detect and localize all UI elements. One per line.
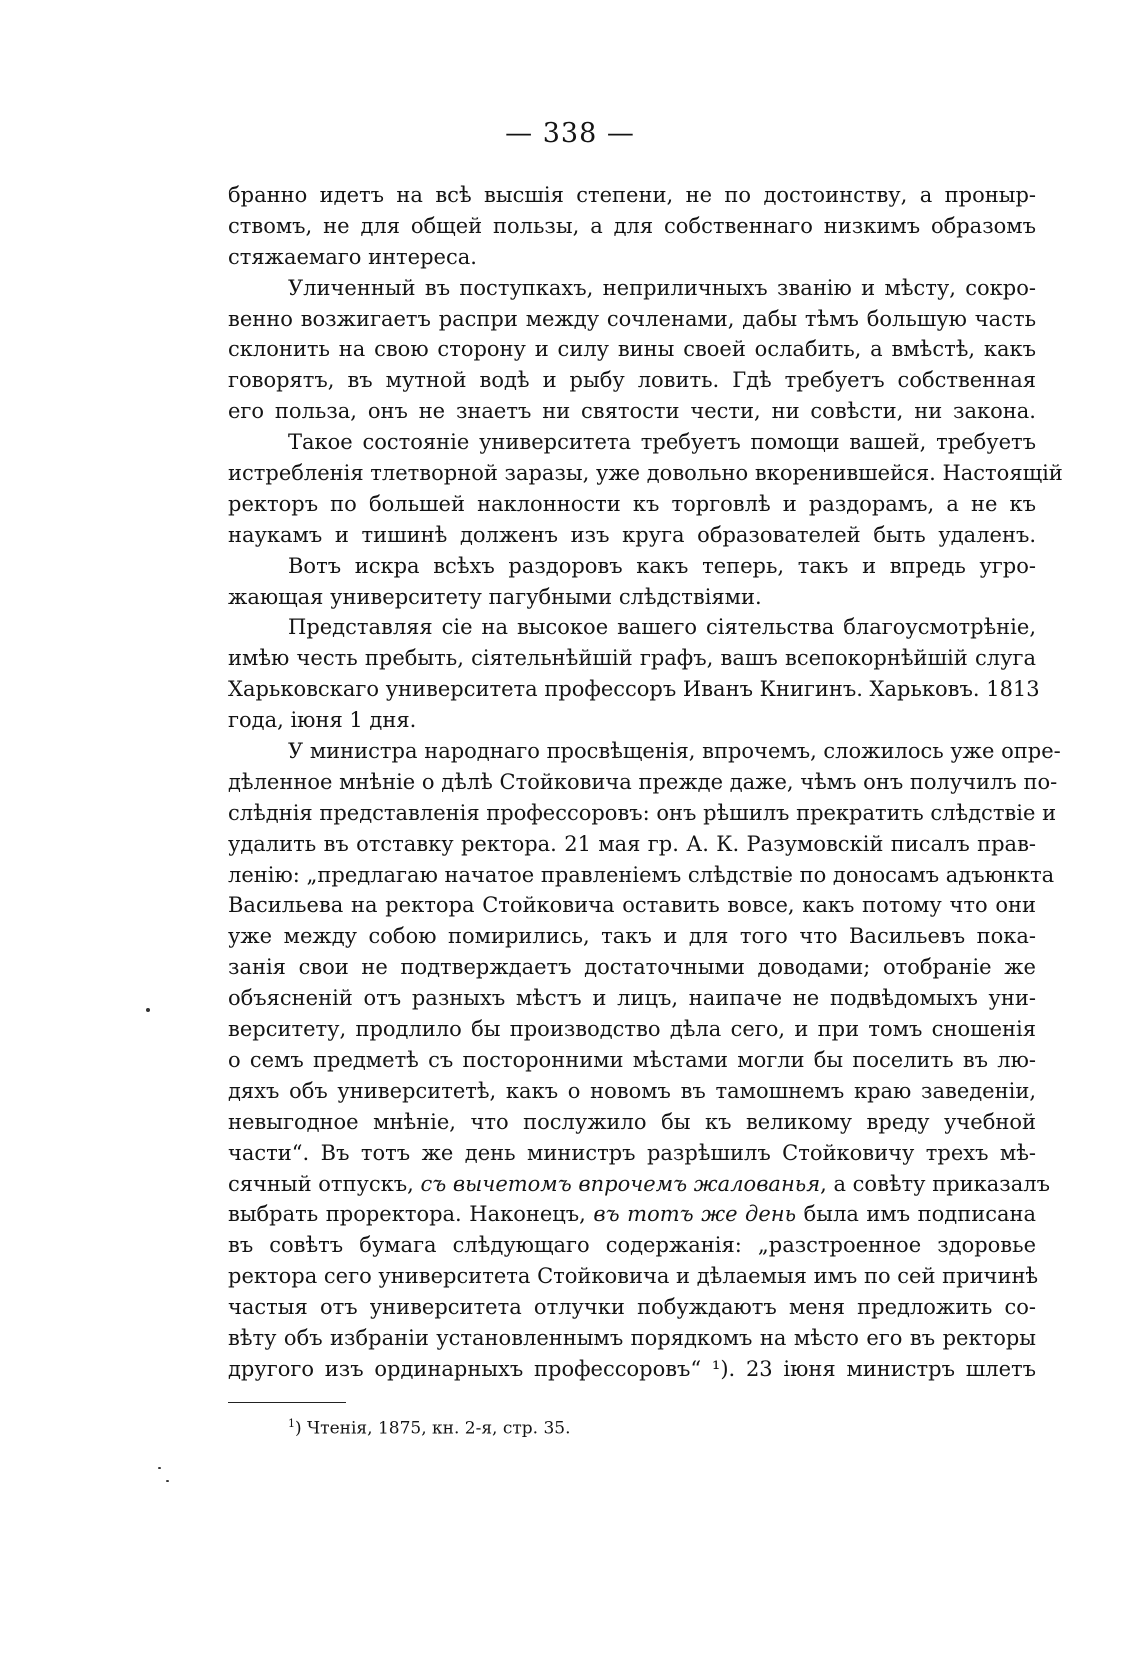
text-line xyxy=(228,1169,1050,1200)
footnote xyxy=(288,1412,571,1441)
text-line: истребленія тлетворной заразы, уже довольно вкоренившейся. Настоящій xyxy=(228,461,1063,486)
text-line: бранно идетъ на всѣ высшія степени, не по достоинству, а проныр- xyxy=(228,183,1036,207)
text-line: наукамъ и тишинѣ долженъ изъ круга образователей быть удаленъ. xyxy=(228,522,1036,547)
text-line: Представляя сіе на высокое вашего сіятельства благоусмотрѣніе, xyxy=(288,615,1036,640)
text-line: ствомъ, не для общей пользы, а для собственнаго низкимъ образомъ xyxy=(228,213,1036,238)
text-line: вѣту объ избраніи установленнымъ порядкомъ на мѣсто его въ ректоры xyxy=(228,1325,1036,1350)
italic-text-run: съ вычетомъ впрочемъ жалованья xyxy=(420,1171,821,1196)
text-line: его польза, онъ не знаетъ ни святости чести, ни совѣсти, ни закона. xyxy=(228,399,1036,424)
text-run: была имъ подписана xyxy=(796,1202,1036,1227)
italic-text-run: въ тотъ же день xyxy=(593,1202,797,1227)
text-line: части“. Въ тотъ же день министръ разрѣшилъ Стойковичу трехъ мѣ- xyxy=(228,1140,1036,1165)
text-line: невыгодное мнѣніе, что послужило бы къ великому вреду учебной xyxy=(228,1109,1036,1134)
text-line: ректоръ по большей наклонности къ торговлѣ и раздорамъ, а не къ xyxy=(228,491,1036,516)
text-line: имѣю честь пребыть, сіятельнѣйшій графъ, вашъ всепокорнѣйшій слуга xyxy=(228,646,1036,671)
text-line: стяжаемаго интереса. xyxy=(228,244,477,269)
text-line: удалить въ отставку ректора. 21 мая гр. А. К. Разумовскій писалъ прав- xyxy=(228,831,1036,856)
text-line: венно возжигаетъ распри между сочленами, дабы тѣмъ большую часть xyxy=(228,306,1036,331)
text-line: въ совѣтъ бумага слѣдующаго содержанія: „разстроенное здоровье xyxy=(228,1233,1036,1258)
footnote-text: ) Чтенія, 1875, кн. 2-я, стр. 35. xyxy=(295,1418,571,1439)
text-line: года, іюня 1 дня. xyxy=(228,708,417,733)
page-number: — 338 — xyxy=(505,118,635,149)
text-line xyxy=(228,1199,1036,1230)
text-line: частыя отъ университета отлучки побуждаютъ меня предложить со- xyxy=(228,1295,1036,1320)
text-line: дяхъ объ университетѣ, какъ о новомъ въ тамошнемъ краю заведеніи, xyxy=(228,1078,1036,1103)
text-line: Такое состояніе университета требуетъ помощи вашей, требуетъ xyxy=(288,430,1036,455)
text-line: ленію: „предлагаю начатое правленіемъ слѣдствіе по доносамъ адъюнкта xyxy=(228,862,1055,887)
text-line: дѣленное мнѣніе о дѣлѣ Стойковича прежде даже, чѣмъ онъ получилъ по- xyxy=(228,769,1058,794)
text-line: объясненій отъ разныхъ мѣстъ и лицъ, наипаче не подвѣдомыхъ уни- xyxy=(228,986,1036,1011)
text-line: Васильева на ректора Стойковича оставить вовсе, какъ потому что они xyxy=(228,893,1036,918)
body-text xyxy=(228,180,1063,1385)
text-line: другого изъ ординарныхъ профессоровъ“ ¹). 23 іюня министръ шлетъ xyxy=(228,1356,1036,1381)
footnote-divider xyxy=(228,1402,346,1403)
text-line: У министра народнаго просвѣщенія, впрочемъ, сложилось уже опре- xyxy=(288,739,1061,764)
text-line: слѣднія представленія профессоровъ: онъ рѣшилъ прекратить слѣдствіе и xyxy=(228,800,1057,825)
scan-speck xyxy=(166,1480,169,1482)
footnote-marker: 1 xyxy=(288,1417,295,1430)
text-run: сячный отпускъ, xyxy=(228,1171,421,1196)
text-line: верситету, продлило бы производство дѣла сего, и при томъ сношенія xyxy=(228,1017,1036,1042)
text-line: Уличенный въ поступкахъ, неприличныхъ званію и мѣсту, сокро- xyxy=(288,275,1036,300)
text-line: склонить на свою сторону и силу вины своей ослабить, а вмѣстѣ, какъ xyxy=(228,337,1036,362)
text-line: занія свои не подтверждаетъ достаточными доводами; отобраніе же xyxy=(228,955,1036,980)
scan-speck xyxy=(146,1008,150,1012)
text-run: выбрать проректора. Наконецъ, xyxy=(228,1202,594,1227)
scan-speck xyxy=(158,1467,161,1469)
text-line: Харьковскаго университета профессоръ Иванъ Книгинъ. Харьковъ. 1813 xyxy=(228,677,1040,702)
text-line: уже между собою помирились, такъ и для того что Васильевъ пока- xyxy=(228,924,1036,949)
text-line: говорятъ, въ мутной водѣ и рыбу ловить. Гдѣ требуетъ собственная xyxy=(228,368,1036,393)
text-line: Вотъ искра всѣхъ раздоровъ какъ теперь, такъ и впредь угро- xyxy=(288,553,1036,578)
text-run: , а совѣту приказалъ xyxy=(820,1171,1050,1196)
text-line: о семъ предметѣ съ посторонними мѣстами могли бы поселить въ лю- xyxy=(228,1047,1036,1072)
text-line: жающая университету пагубными слѣдствіями. xyxy=(228,584,762,609)
text-line: ректора сего университета Стойковича и дѣлаемыя имъ по сей причинѣ xyxy=(228,1264,1039,1289)
